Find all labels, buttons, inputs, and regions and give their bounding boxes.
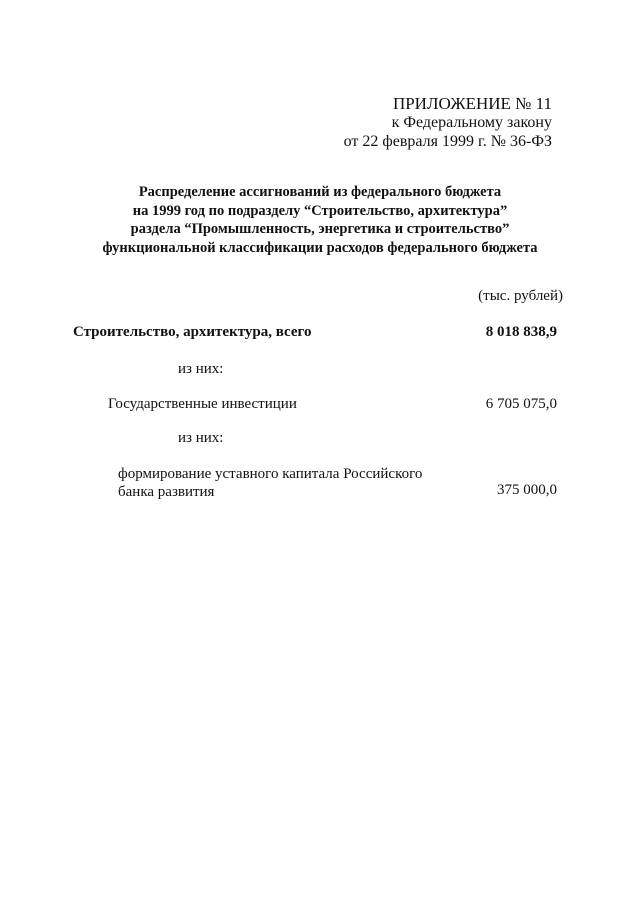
heading-line-4: функциональной классификации расходов федерального бюджета xyxy=(102,239,538,256)
heading-line-3: раздела “Промышленность, энергетика и строительство” xyxy=(130,221,510,237)
row-investments-label: Государственные инвестиции xyxy=(108,396,297,412)
units-label: (тыс. рублей) xyxy=(478,288,563,304)
appendix-title: ПРИЛОЖЕНИЕ № 11 xyxy=(392,94,552,113)
appendix-date-line: от 22 февраля 1999 г. № 36-ФЗ xyxy=(343,133,552,150)
row-investments-value: 6 705 075,0 xyxy=(485,396,557,412)
row-capital-value: 375 000,0 xyxy=(497,482,557,498)
row-total-label: Строительство, архитектура, всего xyxy=(73,324,312,340)
sub-note-2: из них: xyxy=(178,430,224,446)
heading-line-1: Распределение ассигнований из федерального бюджета xyxy=(138,184,502,200)
row-capital-label-line-1: формирование уставного капитала Российского xyxy=(118,466,423,482)
row-total-value: 8 018 838,9 xyxy=(485,324,557,340)
appendix-block xyxy=(344,94,552,151)
row-capital-label xyxy=(118,465,422,501)
heading-line-2: на 1999 год по подразделу “Строительство, архитектура” xyxy=(132,202,508,219)
row-capital-label-line-2: банка развития xyxy=(118,484,215,500)
sub-note-1: из них: xyxy=(178,361,224,377)
appendix-law-line: к Федеральному закону xyxy=(391,114,552,131)
document-heading xyxy=(0,183,640,257)
